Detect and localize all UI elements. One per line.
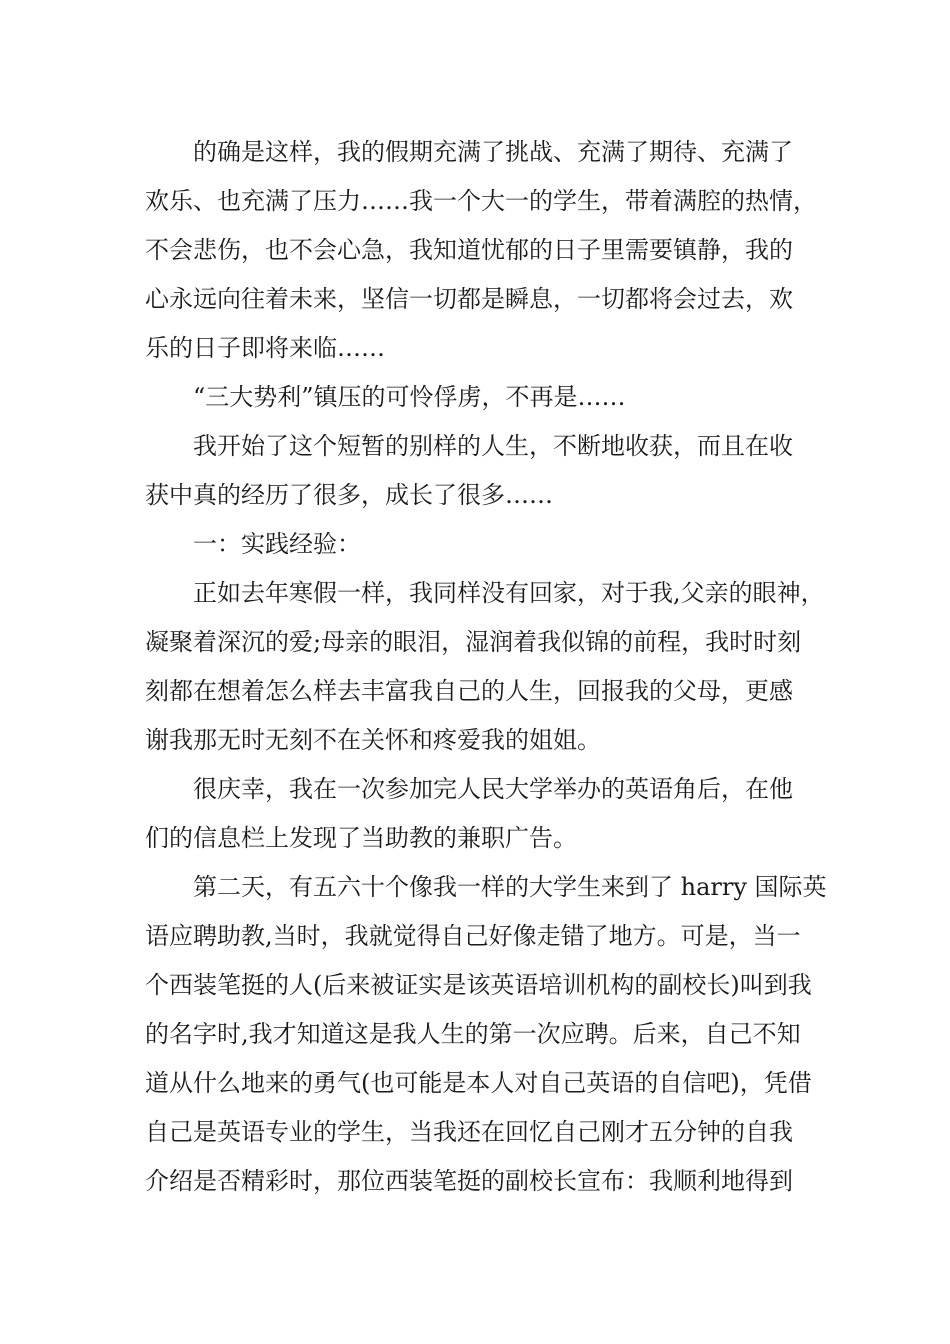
text-line: “三大势利”镇压的可怜俘虏，不再是……	[193, 383, 626, 411]
paragraph-4	[145, 569, 835, 765]
paragraph-6	[145, 863, 835, 1206]
text-line: 刻都在想着怎么样去丰富我自己的人生，回报我的父母，更感	[145, 677, 793, 705]
text-line: 获中真的经历了很多，成长了很多……	[145, 481, 553, 509]
text-line: 的名字时,我才知道这是我人生的第一次应聘。后来，自己不知	[145, 1020, 801, 1048]
text-line: 道从什么地来的勇气(也可能是本人对自己英语的自信吧)，凭借	[145, 1069, 812, 1097]
section-heading	[145, 520, 835, 569]
text-line: 一：实践经验：	[193, 530, 361, 558]
paragraph-2	[145, 373, 835, 422]
paragraph-3	[145, 422, 835, 520]
text-line: 语应聘助教,当时，我就觉得自己好像走错了地方。可是，当一	[145, 922, 801, 950]
text-line: 正如去年寒假一样，我同样没有回家，对于我,父亲的眼神，	[193, 579, 825, 607]
text-line: 个西装笔挺的人(后来被证实是该英语培训机构的副校长)叫到我	[145, 971, 812, 999]
text-line: 乐的日子即将来临……	[145, 334, 385, 362]
text-line: 介绍是否精彩时，那位西装笔挺的副校长宣布：我顺利地得到	[145, 1167, 793, 1195]
text-line: 不会悲伤，也不会心急，我知道忧郁的日子里需要镇静，我的	[145, 236, 793, 264]
text-line: 欢乐、也充满了压力……我一个大一的学生，带着满腔的热情，	[145, 187, 817, 215]
text-line: 很庆幸，我在一次参加完人民大学举办的英语角后，在他	[193, 775, 793, 803]
text-line: 凝聚着深沉的爱;母亲的眼泪，湿润着我似锦的前程，我时时刻	[145, 628, 802, 656]
text-line: 的确是这样，我的假期充满了挑战、充满了期待、充满了	[193, 138, 793, 166]
text-line: 自己是英语专业的学生，当我还在回忆自己刚才五分钟的自我	[145, 1118, 793, 1146]
text-line: 我开始了这个短暂的别样的人生，不断地收获，而且在收	[193, 432, 793, 460]
text-line: 们的信息栏上发现了当助教的兼职广告。	[145, 824, 577, 852]
text-line: 第二天，有五六十个像我一样的大学生来到了 harry 国际英	[193, 873, 827, 901]
document-body	[145, 128, 835, 1206]
paragraph-1	[145, 128, 835, 373]
paragraph-5	[145, 765, 835, 863]
text-line: 谢我那无时无刻不在关怀和疼爱我的姐姐。	[145, 726, 601, 754]
text-line: 心永远向往着未来，坚信一切都是瞬息，一切都将会过去，欢	[145, 285, 793, 313]
